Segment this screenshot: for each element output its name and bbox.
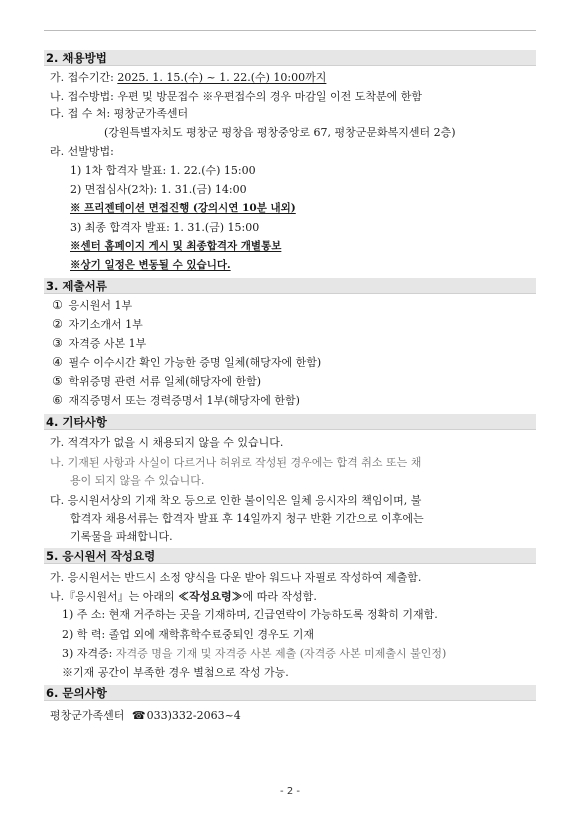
form-download-note: 가. 응시원서는 반드시 소정 양식을 다운 받아 워드나 자필로 작성하여 제출함. — [50, 571, 422, 584]
document-item-text: 자격증 사본 1부 — [68, 337, 147, 350]
presentation-note: ※ 프리젠테이션 면접진행 (강의시연 10분 내외) — [70, 202, 296, 214]
circled-number: ② — [52, 317, 63, 331]
false-info-note-line2: 용이 되지 않을 수 있습니다. — [70, 474, 205, 487]
document-item-text: 자기소개서 1부 — [68, 318, 143, 331]
document-item — [50, 374, 261, 389]
application-address: (강원특별자치도 평창군 평창읍 평창중앙로 67, 평창군문화복지센터 2층) — [104, 126, 456, 139]
document-item-text: 재직증명서 또는 경력증명서 1부(해당자에 한함) — [68, 394, 300, 407]
form-guide-pre: 나.『응시원서』는 아래의 — [50, 590, 175, 603]
document-item — [50, 355, 321, 370]
first-round-announcement: 1) 1차 합격자 발표: 1. 22.(수) 15:00 — [70, 164, 256, 177]
education-guide: 2) 학 력: 졸업 외에 재학휴학수료중퇴인 경우도 기재 — [62, 628, 314, 641]
section-3-heading: 3. 제출서류 — [44, 278, 536, 294]
telephone-icon: ☎ — [131, 709, 146, 722]
application-period-label: 가. 접수기간: — [50, 71, 114, 84]
document-item — [50, 298, 132, 313]
application-period — [50, 70, 326, 85]
certificate-guide-label: 3) 자격증: — [62, 647, 113, 660]
document-item-text: 응시원서 1부 — [68, 299, 133, 312]
certificate-guide-text: 자격증 명을 기재 및 자격증 사본 제출 (자격증 사본 미제출시 불인정) — [115, 647, 447, 660]
document-item-text: 학위증명 관련 서류 일체(해당자에 한함) — [68, 375, 262, 388]
circled-number: ① — [52, 298, 63, 312]
liability-note-line1: 다. 응시원서상의 기재 착오 등으로 인한 불이익은 일체 응시자의 책임이며, 불 — [50, 494, 422, 507]
application-method: 나. 접수방법: 우편 및 방문접수 ※우편접수의 경우 마감일 이전 도착분에 한함 — [50, 90, 422, 103]
form-guide-note — [50, 589, 317, 604]
document-item — [50, 317, 143, 332]
liability-note-line3: 기록물을 파쇄합니다. — [70, 530, 173, 543]
circled-number: ⑥ — [52, 393, 63, 407]
section-2-heading: 2. 채용방법 — [44, 50, 536, 66]
no-qualified-candidate-note: 가. 적격자가 없을 시 채용되지 않을 수 있습니다. — [50, 436, 284, 449]
form-guide-post: 에 따라 작성함. — [242, 590, 317, 603]
contact-phone: 033)332-2063~4 — [146, 709, 241, 722]
circled-number: ③ — [52, 336, 63, 350]
circled-number: ④ — [52, 355, 63, 369]
top-divider — [44, 30, 536, 31]
liability-note-line2: 합격자 채용서류는 합격자 발표 후 14일까지 청구 반환 기간으로 이후에는 — [70, 512, 424, 525]
interview-schedule: 2) 면접심사(2차): 1. 31.(금) 14:00 — [70, 183, 247, 196]
application-period-value: 2025. 1. 15.(수) ~ 1. 22.(수) 10:00까지 — [117, 71, 327, 84]
homepage-notice: ※센터 홈페이지 게시 및 최종합격자 개별통보 — [70, 240, 282, 252]
false-info-note-line1: 나. 기재된 사항과 사실이 다르거나 허위로 작성된 경우에는 합격 취소 또는 채 — [50, 456, 422, 469]
section-6-heading: 6. 문의사항 — [44, 685, 536, 701]
final-announcement: 3) 최종 합격자 발표: 1. 31.(금) 15:00 — [70, 221, 260, 234]
circled-number: ⑤ — [52, 374, 63, 388]
extra-space-note: ※기재 공간이 부족한 경우 별첨으로 작성 가능. — [62, 666, 289, 679]
document-item-text: 필수 이수시간 확인 가능한 증명 일체(해당자에 한함) — [68, 356, 322, 369]
contact-name: 평창군가족센터 — [50, 709, 125, 722]
selection-method-label: 라. 선발방법: — [50, 145, 114, 158]
section-4-heading: 4. 기타사항 — [44, 414, 536, 430]
document-item — [50, 336, 146, 351]
schedule-change-notice: ※상기 일정은 변동될 수 있습니다. — [70, 259, 231, 271]
certificate-guide — [62, 646, 446, 661]
address-guide: 1) 주 소: 현재 거주하는 곳을 기재하며, 긴급연락이 가능하도록 정확히 기재함. — [62, 608, 438, 621]
contact-line — [50, 708, 241, 723]
page-number: - 2 - — [280, 786, 300, 797]
application-place: 다. 접 수 처: 평창군가족센터 — [50, 107, 189, 120]
section-5-heading: 5. 응시원서 작성요령 — [44, 548, 536, 564]
form-guide-emphasis: ≪작성요령≫ — [178, 590, 243, 603]
document-item — [50, 393, 300, 408]
